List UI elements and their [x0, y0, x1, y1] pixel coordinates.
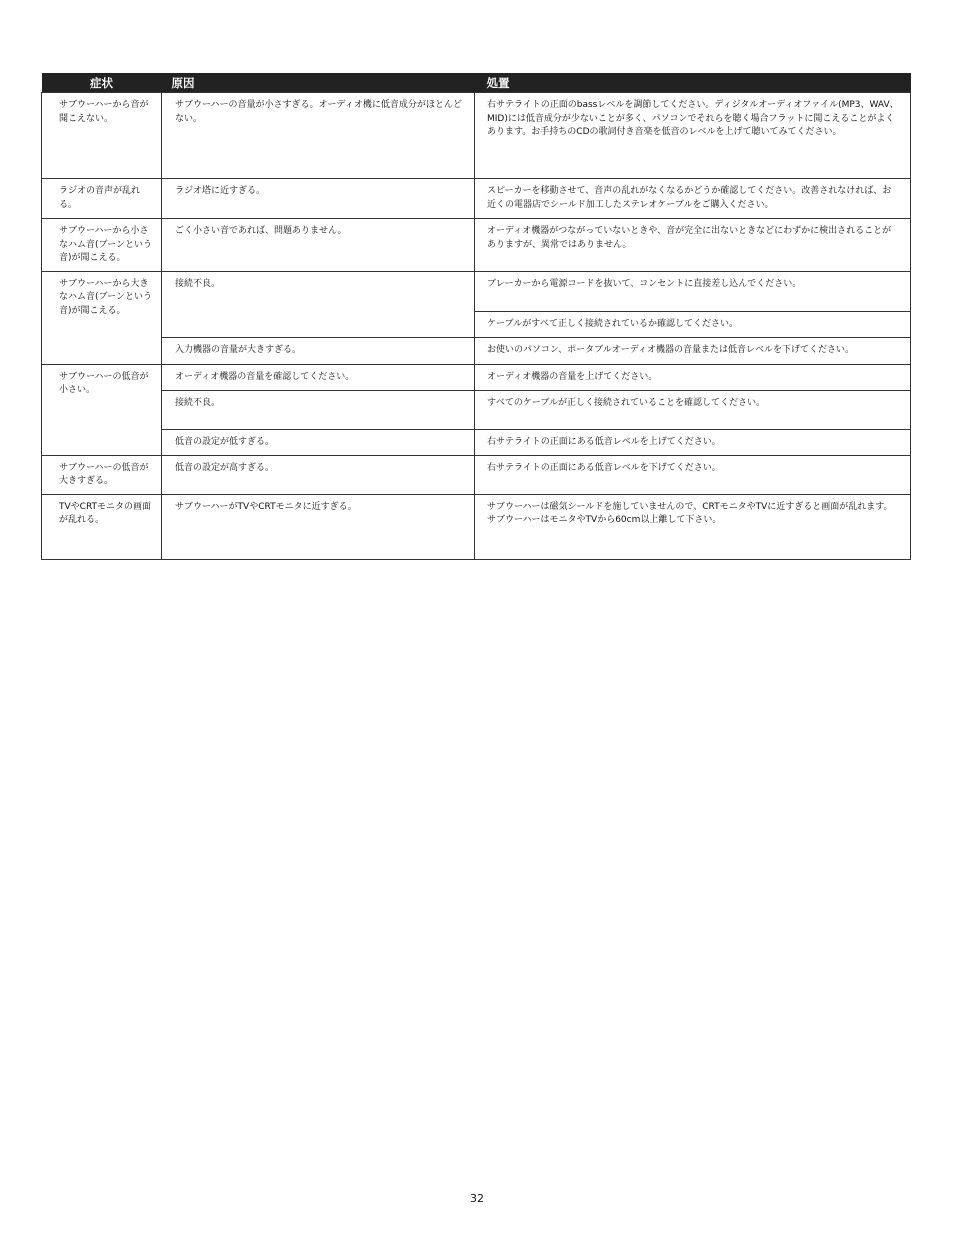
- table-row: [42, 179, 911, 219]
- remedy-cell: 右サテライトの正面のbassレベルを調節してください。ディジタルオーディオファイル(MP3、WAV、MID)には低音成分が少ないことが多く、パソコンでそれらを聴く場合フラットに聞こえることがよくあります。お手持ちのCDの歌詞付き音楽を低音のレベルを上げて聴いてみてください。: [475, 93, 911, 179]
- cause-cell: サブウーハーがTVやCRTモニタに近すぎる。: [162, 494, 475, 559]
- table-row: [42, 390, 911, 429]
- table-row: [42, 271, 911, 311]
- table-header-row: [42, 73, 911, 93]
- remedy-cell: オーディオ機器がつながっていないときや、音が完全に出ないときなどにわずかに検出されることがありますが、異常ではありません。: [475, 219, 911, 272]
- remedy-cell: 右サテライトの正面にある低音レベルを上げてください。: [475, 429, 911, 455]
- header-cause: 原因: [162, 73, 475, 93]
- cause-cell: ごく小さい音であれば、問題ありません。: [162, 219, 475, 272]
- table-row: [42, 364, 911, 390]
- table-row: [42, 455, 911, 494]
- troubleshooting-table: [41, 73, 911, 560]
- cause-cell: 低音の設定が低すぎる。: [162, 429, 475, 455]
- symptom-cell: TVやCRTモニタの画面が乱れる。: [42, 494, 162, 559]
- remedy-cell: 右サテライトの正面にある低音レベルを下げてください。: [475, 455, 911, 494]
- table-row: [42, 429, 911, 455]
- header-symptom: 症状: [42, 73, 162, 93]
- symptom-cell: ラジオの音声が乱れる。: [42, 179, 162, 219]
- symptom-cell: サブウーハーの低音が小さい。: [42, 364, 162, 455]
- remedy-cell: ケーブルがすべて正しく接続されているか確認してください。: [475, 311, 911, 337]
- symptom-cell: サブウーハーから大きなハム音(ブーンという音)が聞こえる。: [42, 271, 162, 364]
- table-row: [42, 219, 911, 272]
- symptom-cell: サブウーハーから音が聞こえない。: [42, 93, 162, 179]
- remedy-cell: すべてのケーブルが正しく接続されていることを確認してください。: [475, 390, 911, 429]
- remedy-cell: オーディオ機器の音量を上げてください。: [475, 364, 911, 390]
- symptom-cell: サブウーハーから小さなハム音(ブーンという音)が聞こえる。: [42, 219, 162, 272]
- remedy-cell: ブレーカーから電源コードを抜いて、コンセントに直接差し込んでください。: [475, 271, 911, 311]
- table-row: [42, 337, 911, 364]
- cause-cell: サブウーハーの音量が小さすぎる。オーディオ機に低音成分がほとんどない。: [162, 93, 475, 179]
- table-row: [42, 93, 911, 179]
- cause-cell: オーディオ機器の音量を確認してください。: [162, 364, 475, 390]
- cause-cell: 入力機器の音量が大きすぎる。: [162, 337, 475, 364]
- page-number: 32: [470, 1192, 484, 1205]
- cause-cell: 接続不良。: [162, 390, 475, 429]
- cause-cell: 低音の設定が高すぎる。: [162, 455, 475, 494]
- remedy-cell: スピーカーを移動させて、音声の乱れがなくなるかどうか確認してください。改善されなければ、お近くの電器店でシールド加工したステレオケーブルをご購入ください。: [475, 179, 911, 219]
- cause-cell: ラジオ塔に近すぎる。: [162, 179, 475, 219]
- remedy-cell: サブウーハーは磁気シールドを施していませんので、CRTモニタやTVに近すぎると画面が乱れます。サブウーハーはモニタやTVから60cm以上離して下さい。: [475, 494, 911, 559]
- table-row: [42, 494, 911, 559]
- cause-cell: 接続不良。: [162, 271, 475, 337]
- remedy-cell: お使いのパソコン、ポータブルオーディオ機器の音量または低音レベルを下げてください。: [475, 337, 911, 364]
- header-remedy: 処置: [475, 73, 911, 93]
- symptom-cell: サブウーハーの低音が大きすぎる。: [42, 455, 162, 494]
